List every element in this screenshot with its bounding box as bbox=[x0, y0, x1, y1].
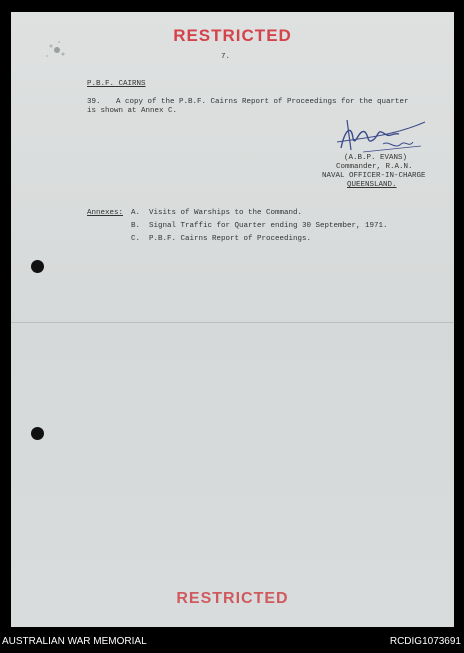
punch-hole-upper bbox=[31, 260, 44, 273]
punch-hole-lower bbox=[31, 427, 44, 440]
footer-record-id: RCDIG1073691 bbox=[389, 636, 461, 647]
section-heading: P.B.F. CAIRNS bbox=[87, 80, 146, 88]
annex-text: Visits of Warships to the Command. bbox=[149, 209, 303, 217]
annex-letter: C. bbox=[131, 235, 141, 243]
signatory-location: QUEENSLAND. bbox=[347, 181, 397, 189]
annexes-label: Annexes: bbox=[87, 209, 124, 217]
annex-text: Signal Traffic for Quarter ending 30 September, 1971. bbox=[149, 222, 388, 230]
fold-line bbox=[11, 322, 454, 323]
signatory-rank: Commander, R.A.N. bbox=[336, 163, 413, 171]
restricted-stamp-top: RESTRICTED bbox=[173, 26, 292, 45]
document-page bbox=[11, 12, 454, 627]
paragraph-number: 39. bbox=[87, 98, 101, 106]
signatory-title: NAVAL OFFICER-IN-CHARGE bbox=[322, 172, 426, 180]
paragraph-line-1: A copy of the P.B.F. Cairns Report of Proceedings for the quarter bbox=[116, 98, 409, 106]
annex-letter: B. bbox=[131, 222, 141, 230]
paragraph-line-2: is shown at Annex C. bbox=[87, 107, 178, 115]
signatory-name: (A.B.P. EVANS) bbox=[344, 154, 408, 162]
annex-letter: A. bbox=[131, 209, 141, 217]
restricted-stamp-bottom: RESTRICTED bbox=[176, 590, 289, 607]
page-number: 7. bbox=[221, 53, 231, 61]
footer-source-label: AUSTRALIAN WAR MEMORIAL bbox=[2, 636, 147, 647]
annex-text: P.B.F. Cairns Report of Proceedings. bbox=[149, 235, 312, 243]
